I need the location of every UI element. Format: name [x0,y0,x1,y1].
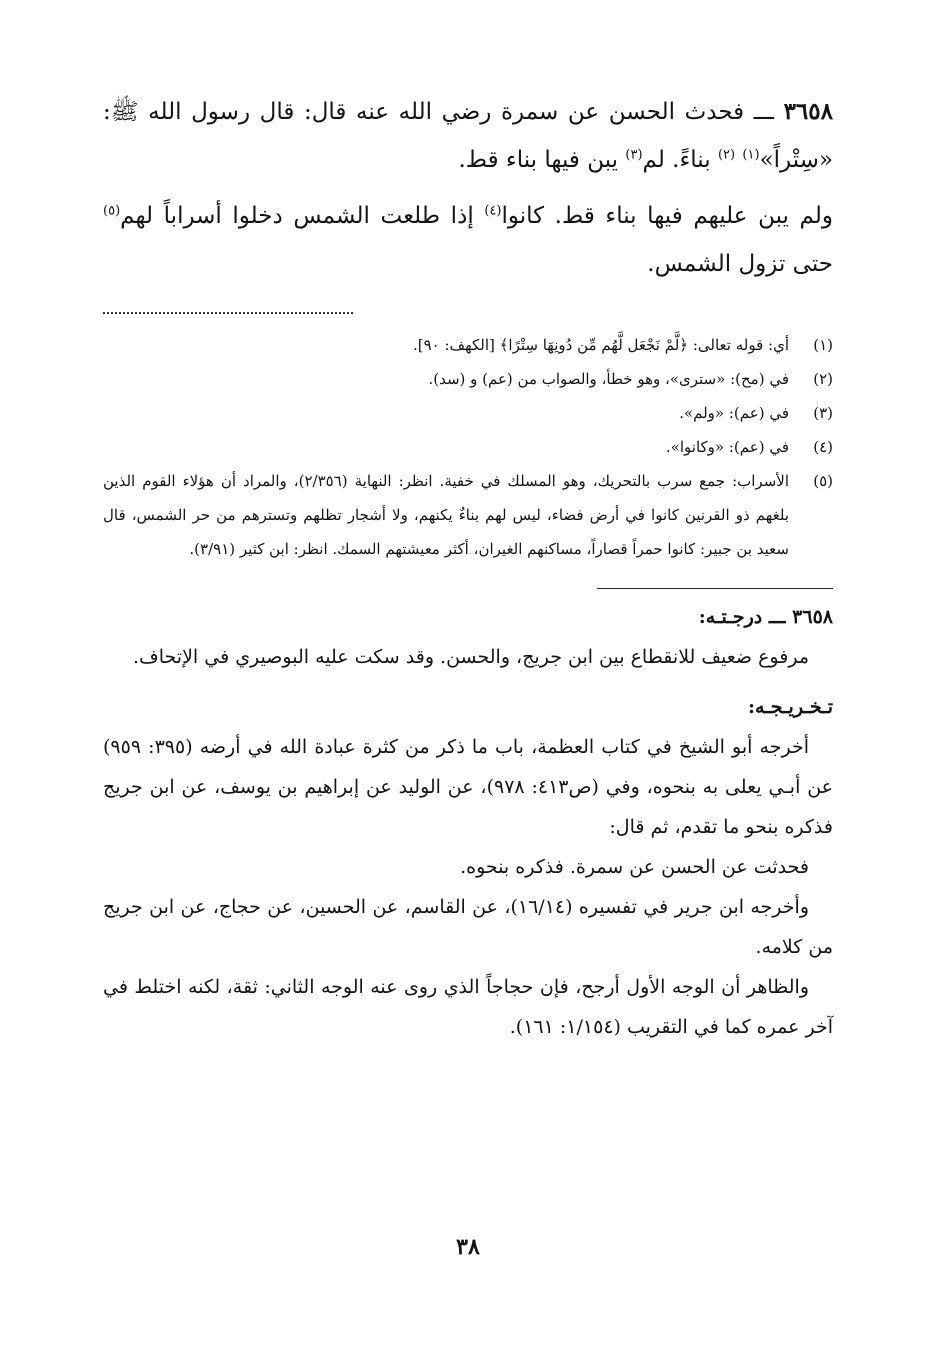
hadith-number: ٣٦٥٨ [783,98,833,125]
footnote-text: في (عم): «وكانوا». [665,438,789,456]
hadith-line1-end: يبن فيها بناء قط. [458,147,626,173]
footnote-number: (٢) [813,370,833,388]
footnote-3 [103,396,833,430]
section-divider [597,588,833,589]
grade-heading: ٣٦٥٨ ـــ درجـتـه: [698,606,833,628]
footnote-5 [103,464,833,566]
footnote-text: في (عم): «ولم». [679,404,789,422]
footnote-ref-4[interactable]: (٤) [484,203,502,219]
footnote-separator [103,312,353,314]
hadith-para2-mid: إذا طلعت الشمس دخلوا أسراباً لهم [120,203,485,229]
footnote-text: في (مح): «سترى»، وهو خطأ، والصواب من (عم) و (سد). [428,370,789,388]
footnote-number: (١) [813,336,833,354]
hadith-dash: ـــ [744,99,784,125]
takhrij-paragraph-4: والظاهر أن الوجه الأول أرجح، فإن حجاجاً الذي روى عنه الوجه الثاني: ثقة، لكنه اختلط في آخر عمره كما في التقريب (١/١٥٤: ١٦١). [103,976,833,1038]
hadith-paragraph-2 [103,192,833,288]
grade-body [103,637,833,677]
footnote-ref-1[interactable]: (١) [742,147,760,163]
hadith-para2-end: حتى تزول الشمس. [647,251,833,277]
hadith-text [103,88,833,288]
footnote-ref-5[interactable]: (٥) [103,203,121,219]
footnote-1 [103,328,833,362]
footnote-text: أي: قوله تعالى: ﴿لَّمْ نَجْعَل لَّهُم مِّن دُونِهَا سِتْرًا﴾ [الكهف: ٩٠]. [412,336,789,354]
hadith-para2-start: ولم يبن عليهم فيها بناء قط. كانوا [501,203,833,229]
footnote-text: الأسراب: جمع سرب بالتحريك، وهو المسلك في خفية. انظر: النهاية (٢/٣٥٦)، والمراد أن هؤلاء القوم الذين بلغهم ذو القرنين كانوا في أرض فضاء، ليس لهم بناءٌ يكنهم، ولا أشجار تظلهم وتسترهم من حر الشمس، قال سعيد بن جبير: كانوا حمراً قصاراً، مساكنهم الغيران، أكثر معيشتهم السمك. انظر: ابن كثير (٣/٩١). [103,472,789,558]
takhrij-body [103,727,833,1047]
footnote-ref-3[interactable]: (٣) [625,147,643,163]
hadith-line1-cont: بناءً. لم [642,147,718,173]
footnote-number: (٥) [813,472,833,490]
takhrij-paragraph-3: وأخرجه ابن جرير في تفسيره (١٦/١٤)، عن القاسم، عن الحسين، عن حجاج، عن ابن جريج من كلامه. [103,896,833,958]
footnote-number: (٤) [813,438,833,456]
footnote-2 [103,362,833,396]
takhrij-paragraph-1: أخرجه أبو الشيخ في كتاب العظمة، باب ما ذكر من كثرة عبادة الله في أرضه (٣٩٥: ٩٥٩) عن أبـي يعلى به بنحوه، وفي (ص٤١٣: ٩٧٨)، عن الوليد عن إبراهيم بن يوسف، عن ابن جريج فذكره بنحو ما تقدم، ثم قال: [103,736,833,838]
footnotes [103,328,833,566]
footnote-4 [103,430,833,464]
grade-paragraph: مرفوع ضعيف للانقطاع بين ابن جريج، والحسن. وقد سكت عليه البوصيري في الإتحاف. [133,646,809,668]
takhrij-heading: تـخـريـجـه: [747,696,833,718]
hadith-line1-text: فحدث الحسن عن سمرة رضي الله عنه قال: قال رسول الله ﷺ: «سِتْراً» [103,99,833,173]
hadith-paragraph-1 [103,88,833,184]
page-number: ٣٨ [456,1234,480,1260]
takhrij-paragraph-2: فحدثت عن الحسن عن سمرة. فذكره بنحوه. [460,856,809,878]
footnote-ref-2[interactable]: (٢) [717,147,736,163]
footnote-number: (٣) [813,404,833,422]
